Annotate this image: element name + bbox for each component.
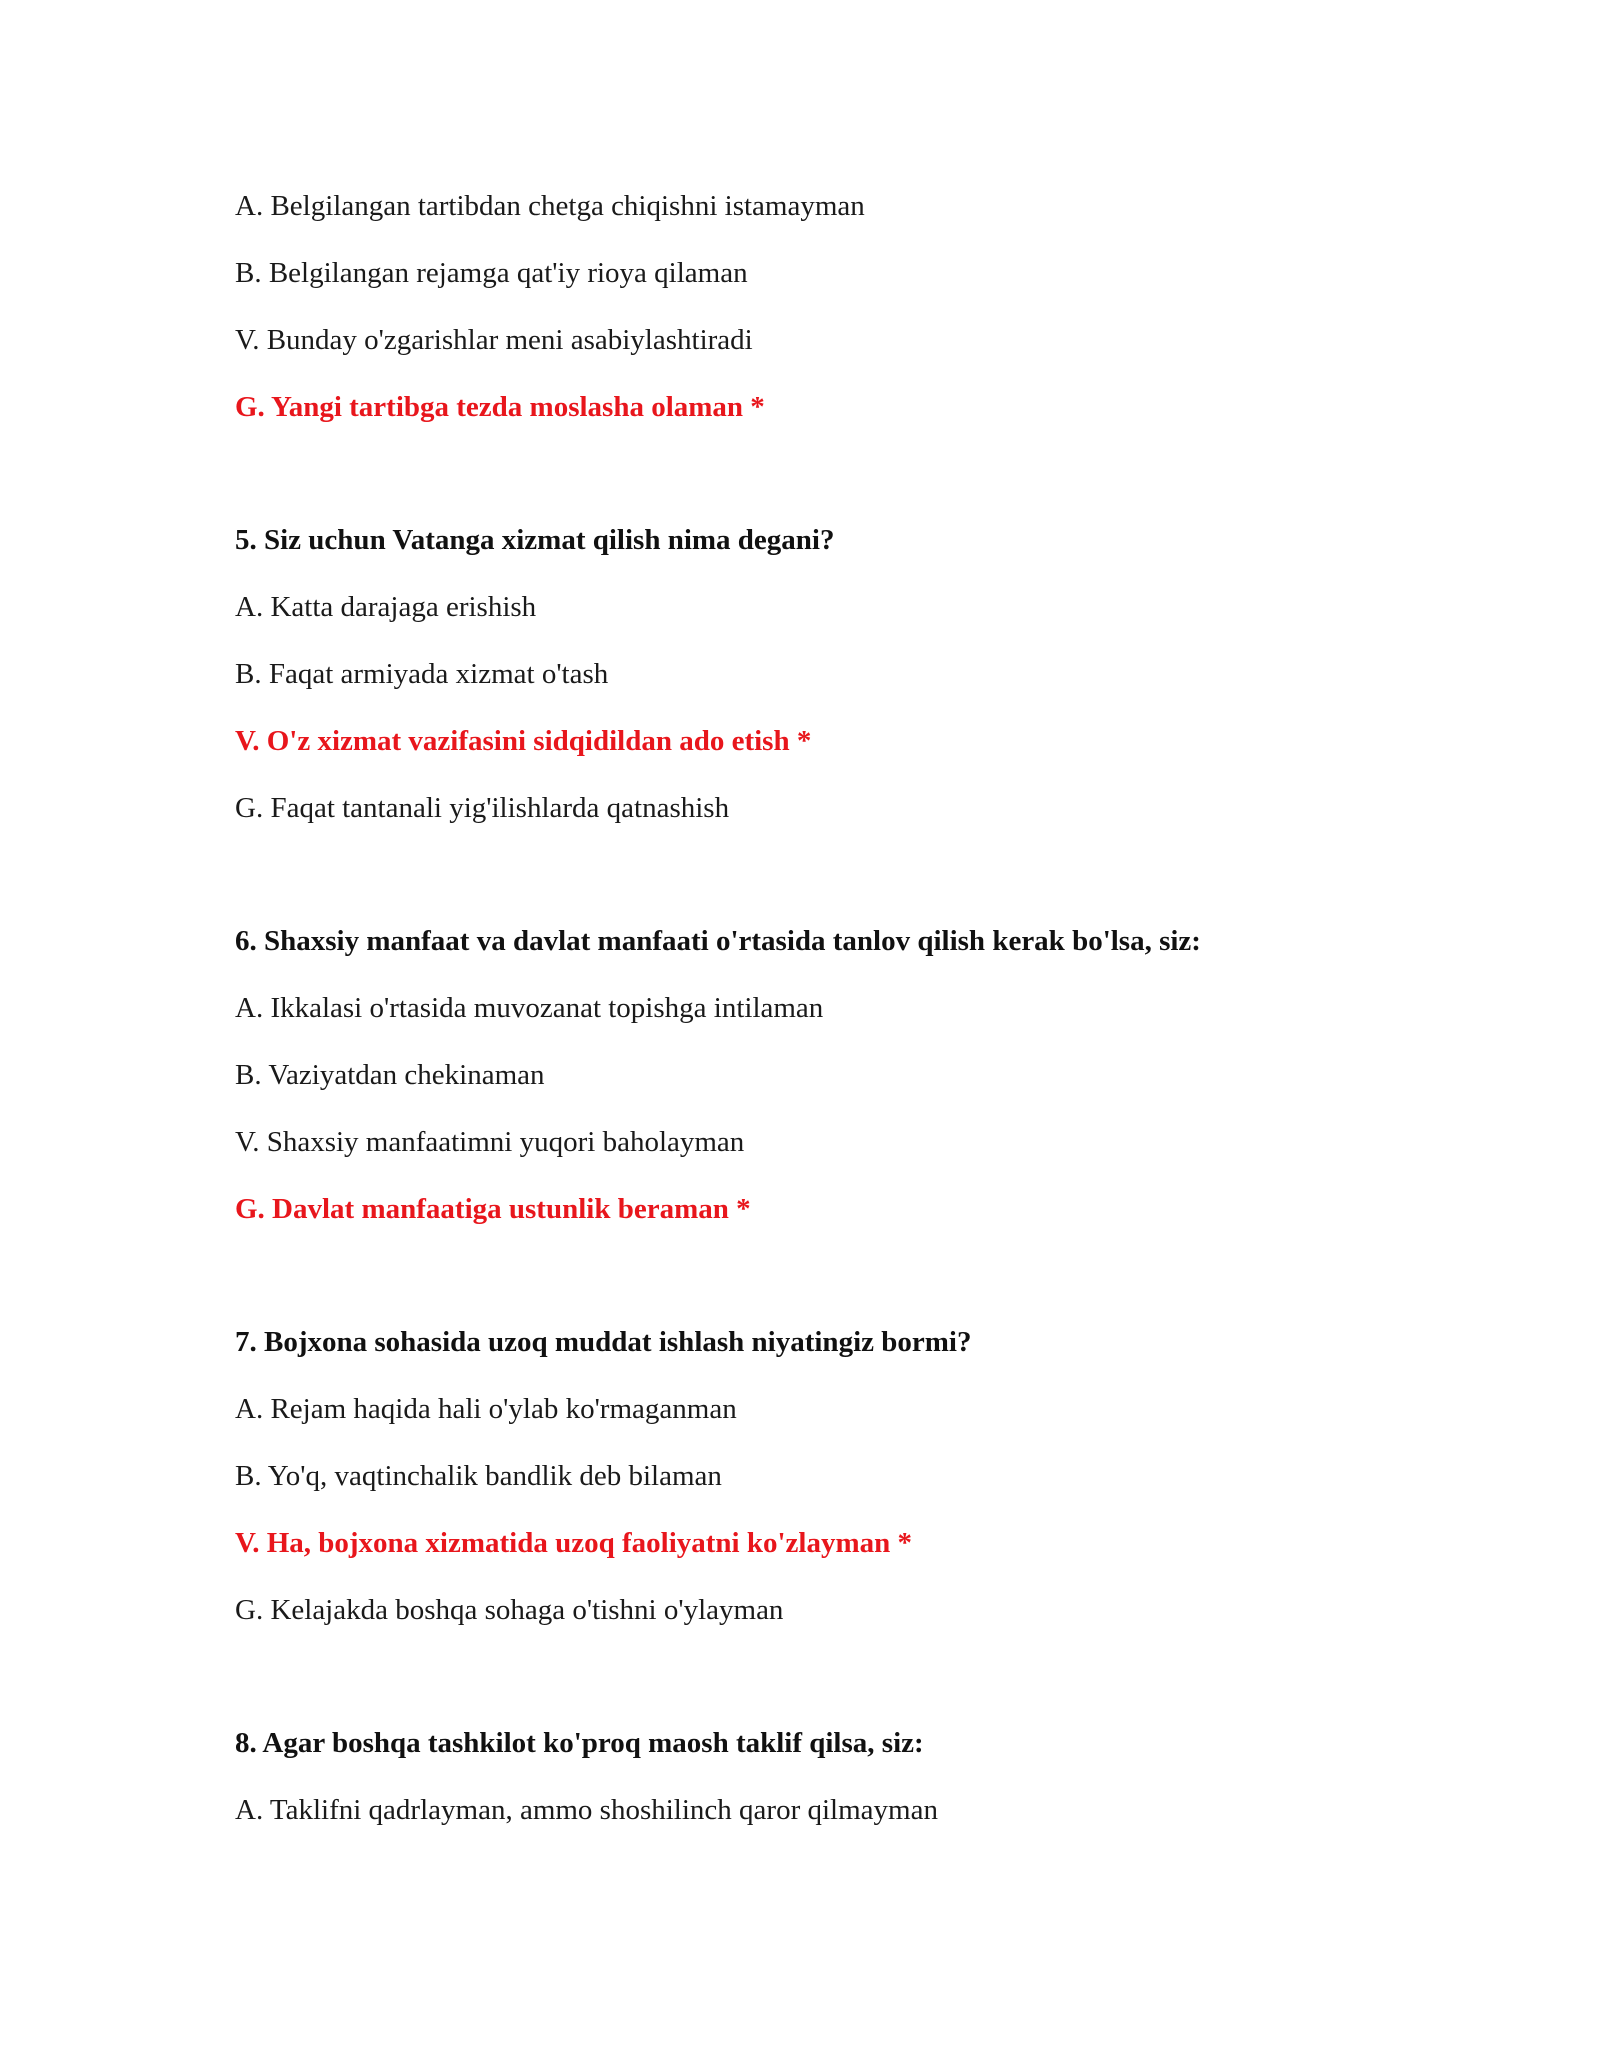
option-a: A. Rejam haqida hali o'ylab ko'rmaganman: [235, 1393, 737, 1425]
option-a: A. Belgilangan tartibdan chetga chiqishni istamayman: [235, 190, 865, 222]
option-b: B. Faqat armiyada xizmat o'tash: [235, 658, 609, 690]
question-7: 7. Bojxona sohasida uzoq muddat ishlash niyatingiz bormi?: [235, 1326, 972, 1358]
option-v-correct: V. O'z xizmat vazifasini sidqidildan ado etish *: [235, 725, 812, 757]
option-a: A. Taklifni qadrlayman, ammo shoshilinch qaror qilmayman: [235, 1794, 938, 1826]
option-g: G. Faqat tantanali yig'ilishlarda qatnashish: [235, 792, 730, 824]
option-g: G. Kelajakda boshqa sohaga o'tishni o'ylayman: [235, 1594, 784, 1626]
option-b: B. Belgilangan rejamga qat'iy rioya qilaman: [235, 257, 748, 289]
option-b: B. Yo'q, vaqtinchalik bandlik deb bilaman: [235, 1460, 722, 1492]
option-g-correct: G. Yangi tartibga tezda moslasha olaman *: [235, 391, 765, 423]
question-8: 8. Agar boshqa tashkilot ko'proq maosh taklif qilsa, siz:: [235, 1727, 924, 1759]
question-6: 6. Shaxsiy manfaat va davlat manfaati o'rtasida tanlov qilish kerak bo'lsa, siz:: [235, 925, 1201, 957]
question-5: 5. Siz uchun Vatanga xizmat qilish nima degani?: [235, 524, 835, 556]
option-v-correct: V. Ha, bojxona xizmatida uzoq faoliyatni ko'zlayman *: [235, 1527, 912, 1559]
option-a: A. Ikkalasi o'rtasida muvozanat topishga intilaman: [235, 992, 824, 1024]
option-a: A. Katta darajaga erishish: [235, 591, 537, 623]
option-b: B. Vaziyatdan chekinaman: [235, 1059, 545, 1091]
option-v: V. Bunday o'zgarishlar meni asabiylashtiradi: [235, 324, 753, 356]
option-v: V. Shaxsiy manfaatimni yuqori baholayman: [235, 1126, 745, 1158]
option-g-correct: G. Davlat manfaatiga ustunlik beraman *: [235, 1193, 751, 1225]
